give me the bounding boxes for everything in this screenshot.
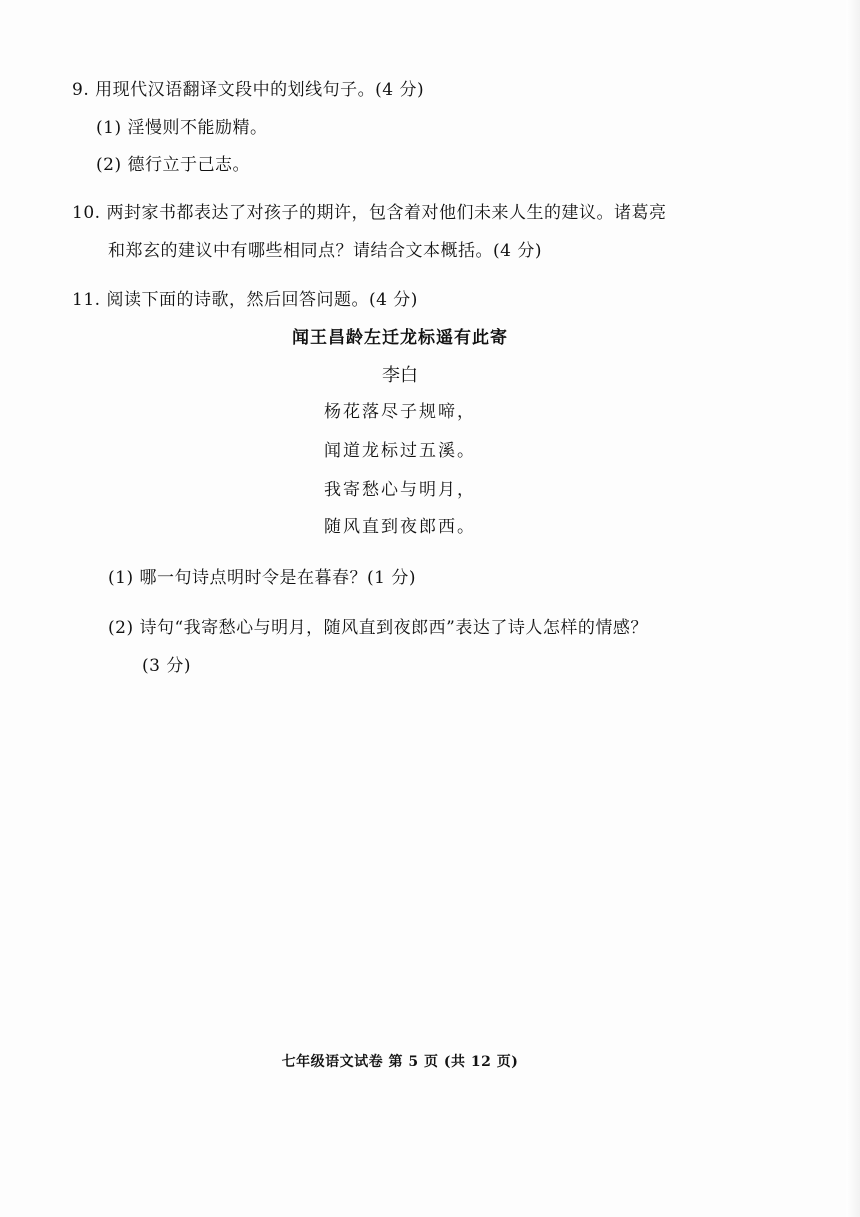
question-11-stem: 11. 阅读下面的诗歌，然后回答问题。(4 分)	[72, 290, 418, 310]
poem-author: 李白	[382, 365, 418, 386]
question-11-sub-2-line-2: (3 分)	[142, 656, 191, 676]
question-9-item-1: (1) 淫慢则不能励精。	[96, 118, 268, 138]
question-11-sub-1: (1) 哪一句诗点明时令是在暮春？(1 分)	[108, 568, 416, 588]
question-10-line-2: 和郑玄的建议中有哪些相同点？请结合文本概括。(4 分)	[108, 241, 542, 261]
page-edge-shadow	[846, 0, 860, 1217]
poem-line-4: 随风直到夜郎西。	[324, 517, 476, 537]
question-9-item-2: (2) 德行立于己志。	[96, 155, 250, 175]
poem-line-1: 杨花落尽子规啼，	[324, 402, 476, 422]
question-9-stem: 9. 用现代汉语翻译文段中的划线句子。(4 分)	[72, 80, 425, 100]
question-11-sub-2-line-1: (2) 诗句“我寄愁心与明月，随风直到夜郎西”表达了诗人怎样的情感？	[108, 618, 648, 638]
poem-line-3: 我寄愁心与明月，	[324, 480, 476, 500]
question-10-line-1: 10. 两封家书都表达了对孩子的期许，包含着对他们未来人生的建议。诸葛亮	[72, 203, 667, 223]
page-footer: 七年级语文试卷 第 5 页 (共 12 页)	[281, 1054, 519, 1070]
poem-line-2: 闻道龙标过五溪。	[324, 441, 476, 461]
poem-title: 闻王昌龄左迁龙标遥有此寄	[292, 328, 508, 348]
